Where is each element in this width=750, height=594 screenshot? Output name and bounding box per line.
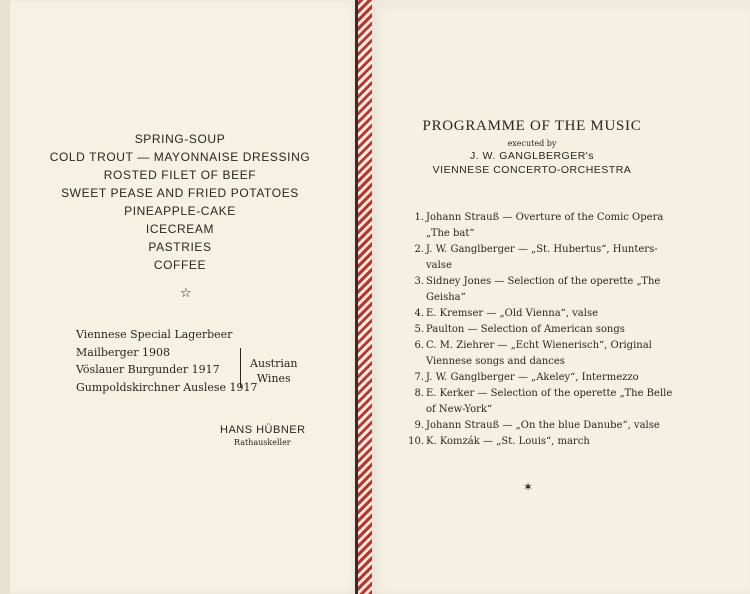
item-text: E. Kerker — Selection of the operette „The Belle of New-York“ — [426, 388, 673, 415]
programme-item — [405, 322, 675, 338]
wines-label-line: Austrian — [250, 357, 298, 370]
wines-label-line: Wines — [256, 372, 291, 385]
executed-by: executed by — [507, 139, 557, 148]
programme-title: PROGRAMME OF THE MUSIC — [422, 118, 642, 134]
item-text: J. W. Ganglberger — „Akeley“, Intermezzo — [426, 372, 639, 383]
wine-item: Vöslauer Burgunder 1917 — [76, 363, 220, 376]
item-number: 10. — [408, 436, 424, 447]
wines-label — [250, 356, 298, 386]
menu-course: ROSTED FILET OF BEEF — [103, 168, 257, 182]
programme-item — [405, 418, 675, 434]
wine-item: Mailberger 1908 — [76, 345, 170, 359]
item-text: Paulton — Selection of American songs — [426, 324, 625, 335]
programme-item — [405, 306, 675, 322]
menu-course: ICECREAM — [145, 222, 215, 236]
item-text: Johann Strauß — Overture of the Comic Opera „The bat“ — [426, 212, 664, 239]
programme-item — [405, 242, 675, 274]
item-number: 3. — [414, 276, 424, 287]
programme-item — [405, 210, 675, 242]
orchestra-name — [372, 149, 692, 177]
signature: HANS HÜBNER — [220, 424, 306, 436]
item-number: 9. — [414, 420, 424, 431]
item-text: J. W. Ganglberger — „St. Hubertus“, Hunters-valse — [426, 244, 658, 271]
programme-list — [405, 210, 675, 450]
item-number: 8. — [414, 388, 424, 399]
item-number: 6. — [414, 340, 424, 351]
programme-item — [405, 386, 675, 418]
item-number: 7. — [414, 372, 424, 383]
menu-course: COLD TROUT — MAYONNAISE DRESSING — [49, 150, 311, 164]
wine-item: Gumpoldskirchner Auslese 1917 — [76, 380, 258, 394]
menu-course: PASTRIES — [148, 240, 212, 254]
wine-brace — [240, 348, 245, 388]
menu-course: SPRING-SOUP — [134, 132, 226, 146]
item-text: E. Kremser — „Old Vienna“, valse — [426, 308, 598, 319]
signature-subtitle: Rathauskeller — [234, 438, 291, 447]
left-page-edge — [0, 0, 10, 594]
menu-course: SWEET PEASE AND FRIED POTATOES — [61, 186, 299, 200]
item-number: 5. — [414, 324, 424, 335]
binding-cord — [358, 0, 372, 594]
item-text: C. M. Ziehrer — „Echt Wienerisch“, Original Viennese songs and dances — [426, 340, 652, 367]
programme-item — [405, 274, 675, 306]
menu-course: PINEAPPLE-CAKE — [124, 204, 236, 218]
orchestra-line: J. W. GANGLBERGER's — [469, 150, 595, 162]
programme-item — [405, 338, 675, 370]
programme-item — [405, 370, 675, 386]
star-outline-icon: ☆ — [180, 286, 192, 301]
item-text: K. Komzák — „St. Louis“, march — [426, 436, 590, 447]
wine-item: Viennese Special Lagerbeer — [76, 328, 233, 341]
orchestra-line: VIENNESE CONCERTO-ORCHESTRA — [432, 164, 632, 176]
programme-item — [405, 434, 675, 450]
menu-courses — [0, 130, 360, 274]
item-text: Johann Strauß — „On the blue Danube“, valse — [426, 420, 660, 431]
star-solid-icon: ✶ — [523, 480, 534, 494]
item-number: 4. — [414, 308, 424, 319]
item-text: Sidney Jones — Selection of the operette „The Geisha“ — [426, 276, 661, 303]
wine-list — [76, 326, 258, 396]
menu-course: COFFEE — [153, 258, 207, 272]
item-number: 2. — [414, 244, 424, 255]
item-number: 1. — [414, 212, 424, 223]
